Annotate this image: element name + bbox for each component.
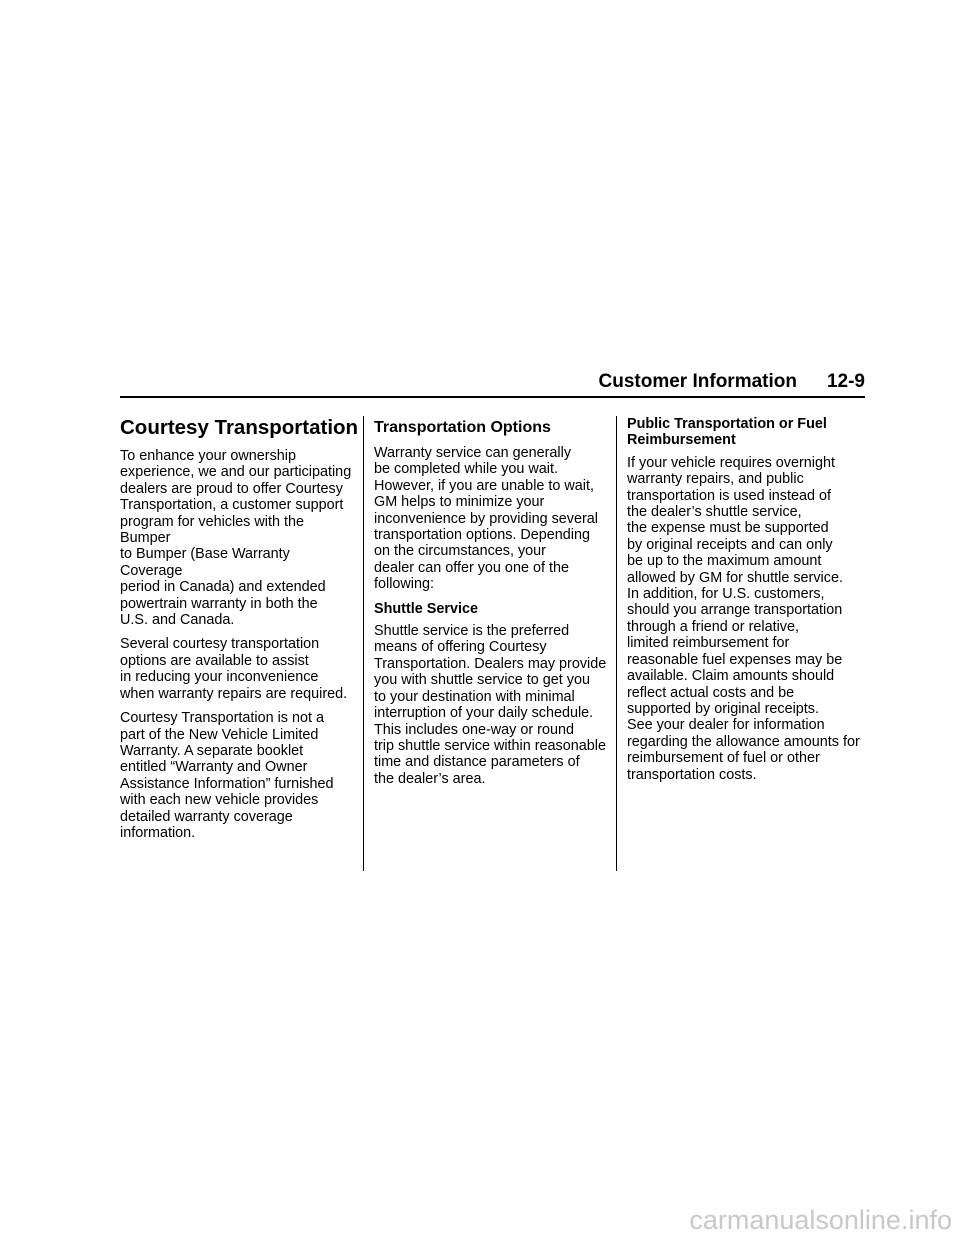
column-divider-2 bbox=[616, 416, 617, 871]
col1-paragraph-3: Courtesy Transportation is not a part of the New Vehicle Limited Warranty. A separate booklet entitled “Warranty and Owner Assistance Information” furnished with each new vehicle provides detailed warranty coverage information. bbox=[120, 710, 334, 841]
watermark: carmanualsonline.info bbox=[689, 1205, 952, 1235]
public-transportation-heading: Public Transportation or Fuel Reimbursement bbox=[627, 416, 827, 449]
page-header bbox=[120, 370, 865, 398]
shuttle-service-heading: Shuttle Service bbox=[374, 600, 478, 617]
column-divider-1 bbox=[363, 416, 364, 871]
col1-paragraph-2: Several courtesy transportation options are available to assist in reducing your inconvenience when warranty repairs are required. bbox=[120, 636, 348, 702]
courtesy-transportation-title: Courtesy Transportation bbox=[120, 416, 359, 439]
page-number: 12-9 bbox=[826, 371, 865, 392]
header-rule bbox=[120, 396, 865, 398]
public-transportation-text: If your vehicle requires overnight warranty repairs, and public transportation is used instead of the dealer’s shuttle service, the expense must be supported by original receipts and can only be up to the maximum amount allowed by GM for shuttle service. In addition, for U.S. customers, should you arrange transportation through a friend or relative, limited reimbursement for reasonable fuel expenses may be available. Claim amounts should reflect actual costs and be supported by original receipts. See your dealer for information regarding the allowance amounts for reimbursement of fuel or other transportation costs. bbox=[627, 454, 860, 783]
transportation-options-title: Transportation Options bbox=[374, 419, 551, 436]
col1-paragraph-1: To enhance your ownership experience, we and our participating dealers are proud to offer Courtesy Transportation, a customer support program for vehicles with the Bumper to Bumper (Base Warranty Coverage period in Canada) and extended powertrain warranty in both the U.S. and Canada. bbox=[120, 448, 352, 629]
shuttle-service-text: Shuttle service is the preferred means of offering Courtesy Transportation. Dealers may provide you with shuttle service to get you to your destination with minimal interruption of your daily schedule. This includes one-way or round trip shuttle service within reasonable time and distance parameters of the dealer’s area. bbox=[374, 623, 607, 787]
column-1 bbox=[120, 416, 359, 849]
header-text bbox=[599, 370, 865, 394]
column-3 bbox=[627, 416, 865, 791]
header-section-title: Customer Information bbox=[598, 371, 797, 392]
col2-paragraph-1: Warranty service can generally be completed while you wait. However, if you are unable to wait, GM helps to minimize your inconvenience by providing several transportation options. Depending on the circumstances, your dealer can offer you one of the following: bbox=[374, 445, 598, 593]
column-2 bbox=[374, 416, 610, 795]
